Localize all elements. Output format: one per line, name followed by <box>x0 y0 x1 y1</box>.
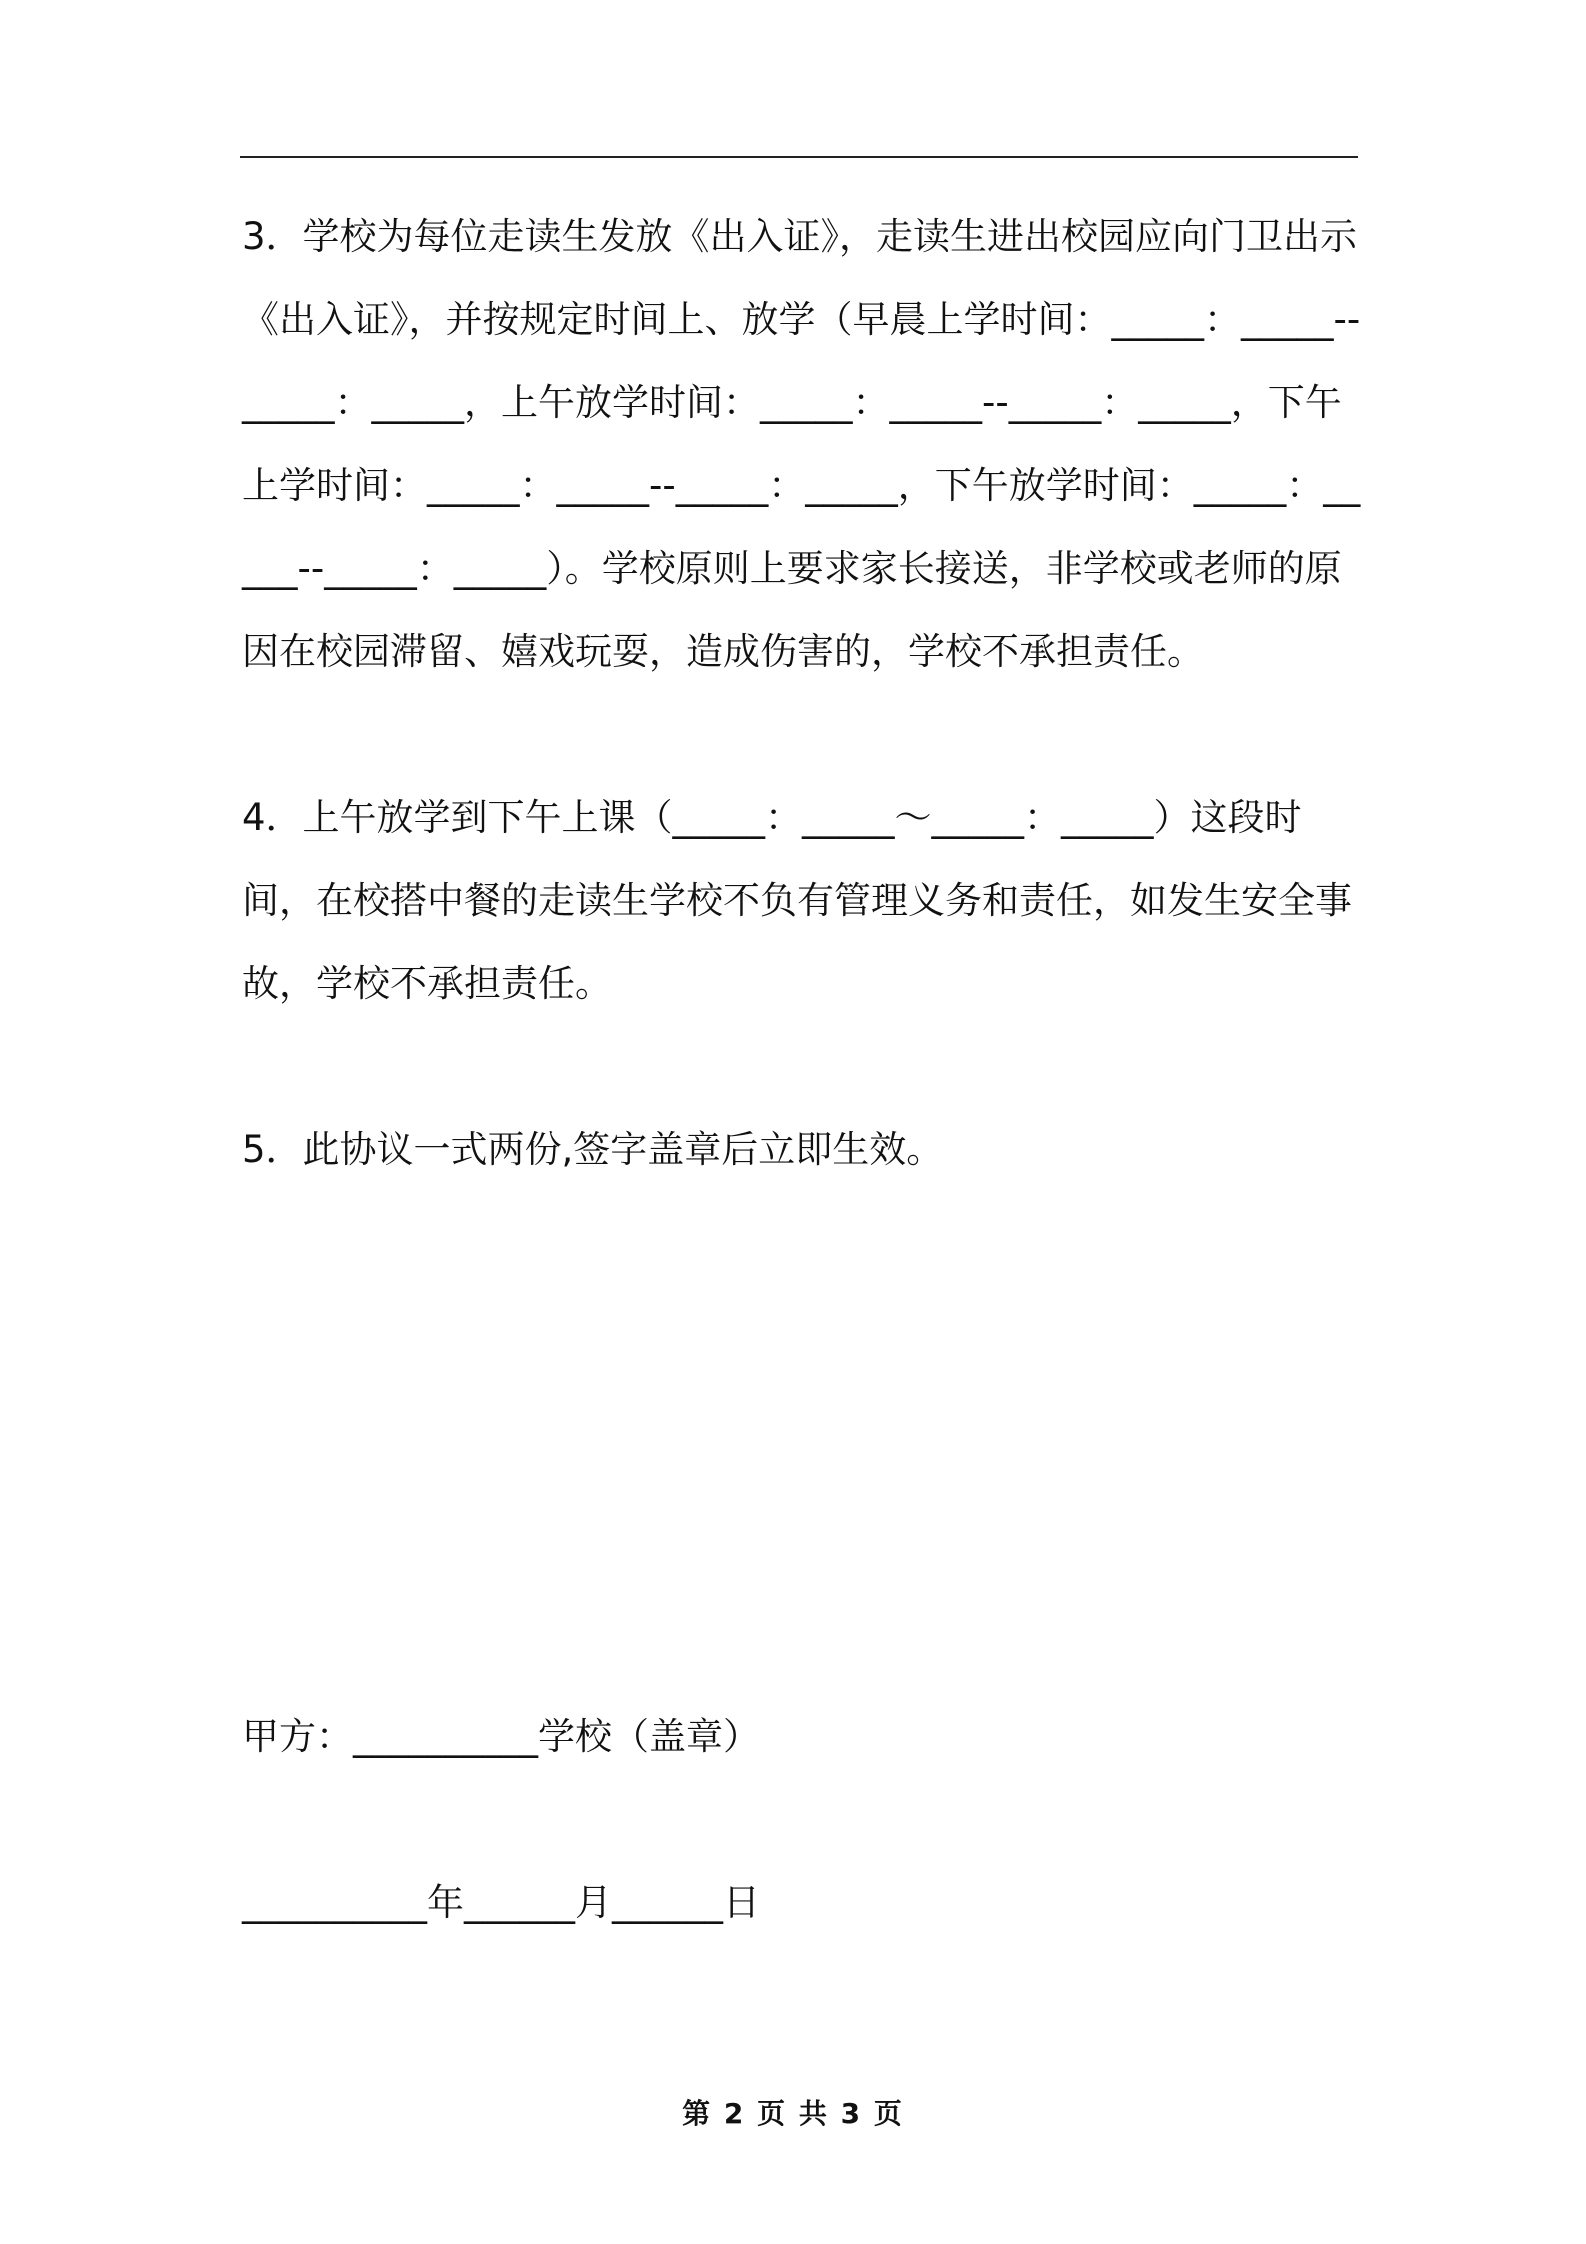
signature-date: __________年______月______日 <box>242 1881 760 1924</box>
clause-5: 5．此协议一式两份,签字盖章后立即生效。 <box>242 1128 944 1171</box>
page-number-footer: 第 2 页 共 3 页 <box>682 2097 904 2130</box>
header-divider <box>240 156 1358 158</box>
paragraph-spacer <box>242 693 1362 776</box>
paragraph-spacer <box>242 1025 1362 1108</box>
clause-4: 4．上午放学到下午上课（_____：_____～_____：_____）这段时间，在校搭中餐的走读生学校不负有管理义务和责任，如发生安全事故，学校不承担责任。 <box>242 796 1352 1005</box>
clause-3: 3．学校为每位走读生发放《出入证》，走读生进出校园应向门卫出示《出入证》，并按规定时间上、放学（早晨上学时间：_____：_____--_____：_____，上午放学时间：_____：_____--_____：_____，下午上学时间：_____：_____--_____：_____，下午放学时间：_____：_____--_____：_____）。学校原则上要求家长接送，非学校或老师的原因在校园滞留、嬉戏玩耍，造成伤害的，学校不承担责任。 <box>242 215 1361 673</box>
document-body <box>242 195 1362 1191</box>
party-a-signature: 甲方：__________学校（盖章） <box>242 1715 760 1758</box>
